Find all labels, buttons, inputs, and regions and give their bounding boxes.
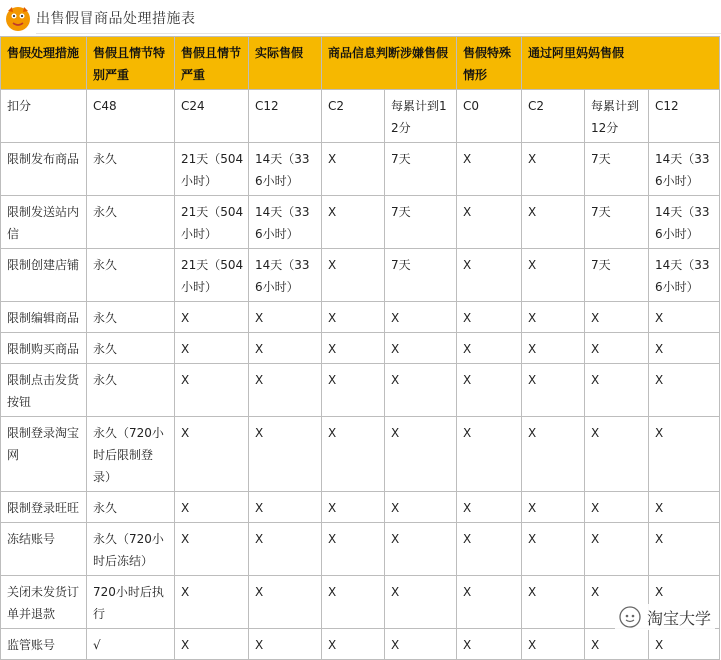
table-cell: 21天（504小时） xyxy=(175,143,249,196)
table-cell: X xyxy=(585,302,649,333)
row-label-cell: 扣分 xyxy=(1,90,87,143)
table-cell: X xyxy=(457,333,522,364)
table-cell: C12 xyxy=(249,90,322,143)
table-cell: 永久 xyxy=(87,249,175,302)
table-cell: X xyxy=(585,629,649,660)
table-cell: X xyxy=(522,302,585,333)
table-cell: X xyxy=(249,523,322,576)
table-cell: C0 xyxy=(457,90,522,143)
row-label-cell: 冻结账号 xyxy=(1,523,87,576)
table-cell: X xyxy=(457,417,522,492)
page-title: 出售假冒商品处理措施表 xyxy=(36,11,196,27)
table-row xyxy=(1,576,720,629)
table-cell: C2 xyxy=(322,90,385,143)
table-cell: X xyxy=(175,364,249,417)
header-cell: 售假特殊情形 xyxy=(457,37,522,90)
table-row xyxy=(1,492,720,523)
table-row xyxy=(1,90,720,143)
table-cell: 永久 xyxy=(87,364,175,417)
mascot-logo-icon xyxy=(4,5,32,33)
table-cell: X xyxy=(175,629,249,660)
table-cell: 14天（336小时） xyxy=(649,196,720,249)
table-cell: X xyxy=(457,629,522,660)
table-cell: 7天 xyxy=(585,249,649,302)
table-cell: X xyxy=(649,417,720,492)
penalty-table xyxy=(0,36,720,660)
table-cell: 永久 xyxy=(87,492,175,523)
table-cell: X xyxy=(457,364,522,417)
table-cell: X xyxy=(585,417,649,492)
table-cell: X xyxy=(522,196,585,249)
table-cell: X xyxy=(385,576,457,629)
table-row xyxy=(1,143,720,196)
table-cell: X xyxy=(585,576,649,629)
row-label-cell: 限制登录旺旺 xyxy=(1,492,87,523)
table-row xyxy=(1,523,720,576)
table-row xyxy=(1,196,720,249)
header-cell: 商品信息判断涉嫌售假 xyxy=(322,37,457,90)
table-cell: X xyxy=(322,523,385,576)
table-cell: X xyxy=(249,629,322,660)
table-row xyxy=(1,629,720,660)
table-cell: X xyxy=(175,333,249,364)
table-cell: X xyxy=(385,492,457,523)
table-cell: X xyxy=(385,629,457,660)
watermark xyxy=(615,604,715,630)
table-cell: X xyxy=(322,302,385,333)
table-row xyxy=(1,364,720,417)
table-cell: X xyxy=(457,302,522,333)
table-cell: X xyxy=(522,417,585,492)
table-cell: X xyxy=(322,364,385,417)
table-cell: X xyxy=(385,523,457,576)
table-cell: 7天 xyxy=(585,143,649,196)
table-cell: X xyxy=(322,417,385,492)
table-cell: 永久（720小时后冻结） xyxy=(87,523,175,576)
title-divider xyxy=(36,33,721,34)
table-cell: X xyxy=(249,302,322,333)
table-cell: 14天（336小时） xyxy=(649,249,720,302)
table-cell: X xyxy=(457,196,522,249)
table-cell: X xyxy=(249,492,322,523)
header-cell: 通过阿里妈妈售假 xyxy=(522,37,720,90)
table-cell: 每累计到12分 xyxy=(585,90,649,143)
header-cell: 售假处理措施 xyxy=(1,37,87,90)
row-label-cell: 关闭未发货订单并退款 xyxy=(1,576,87,629)
table-cell: X xyxy=(175,523,249,576)
table-cell: X xyxy=(457,143,522,196)
table-cell: 14天（336小时） xyxy=(249,196,322,249)
table-cell: X xyxy=(522,523,585,576)
table-cell: X xyxy=(175,417,249,492)
table-cell: X xyxy=(322,249,385,302)
table-cell: X xyxy=(322,333,385,364)
table-cell: 7天 xyxy=(585,196,649,249)
table-cell: X xyxy=(457,523,522,576)
table-cell: X xyxy=(175,302,249,333)
watermark-text: 淘宝大学 xyxy=(646,608,711,628)
table-cell: 每累计到12分 xyxy=(385,90,457,143)
row-label-cell: 限制登录淘宝网 xyxy=(1,417,87,492)
table-cell: X xyxy=(585,492,649,523)
table-cell: X xyxy=(322,196,385,249)
table-row xyxy=(1,302,720,333)
table-cell: X xyxy=(585,364,649,417)
table-cell: X xyxy=(522,143,585,196)
table-cell: 720小时后执行 xyxy=(87,576,175,629)
table-cell: 7天 xyxy=(385,196,457,249)
table-cell: X xyxy=(522,249,585,302)
table-cell: X xyxy=(649,302,720,333)
table-cell: 永久 xyxy=(87,302,175,333)
table-cell: 14天（336小时） xyxy=(249,249,322,302)
header-cell: 售假且情节特别严重 xyxy=(87,37,175,90)
wechat-icon xyxy=(619,606,641,628)
table-cell: C24 xyxy=(175,90,249,143)
table-cell: 14天（336小时） xyxy=(249,143,322,196)
table-cell: 7天 xyxy=(385,249,457,302)
table-cell: X xyxy=(522,364,585,417)
table-cell: 21天（504小时） xyxy=(175,249,249,302)
table-cell: X xyxy=(249,333,322,364)
row-label-cell: 监管账号 xyxy=(1,629,87,660)
table-cell: X xyxy=(649,629,720,660)
table-cell: X xyxy=(649,333,720,364)
table-cell: X xyxy=(249,417,322,492)
table-cell: X xyxy=(322,629,385,660)
table-cell: X xyxy=(175,576,249,629)
table-cell: X xyxy=(322,143,385,196)
table-body xyxy=(1,90,720,660)
table-cell: 永久（720小时后限制登录） xyxy=(87,417,175,492)
row-label-cell: 限制点击发货按钮 xyxy=(1,364,87,417)
header-cell: 实际售假 xyxy=(249,37,322,90)
table-cell: 永久 xyxy=(87,333,175,364)
table-row xyxy=(1,333,720,364)
table-row xyxy=(1,249,720,302)
table-cell: X xyxy=(175,492,249,523)
row-label-cell: 限制购买商品 xyxy=(1,333,87,364)
table-cell: X xyxy=(249,576,322,629)
row-label-cell: 限制发送站内信 xyxy=(1,196,87,249)
table-cell: X xyxy=(585,523,649,576)
table-cell: X xyxy=(385,333,457,364)
table-cell: C2 xyxy=(522,90,585,143)
table-cell: X xyxy=(457,492,522,523)
table-cell: X xyxy=(385,302,457,333)
row-label-cell: 限制编辑商品 xyxy=(1,302,87,333)
table-cell: X xyxy=(649,364,720,417)
table-row xyxy=(1,417,720,492)
table-cell: C48 xyxy=(87,90,175,143)
table-cell: 14天（336小时） xyxy=(649,143,720,196)
title-bar xyxy=(0,0,721,36)
table-cell: X xyxy=(522,576,585,629)
table-cell: X xyxy=(385,364,457,417)
table-cell: X xyxy=(457,576,522,629)
row-label-cell: 限制发布商品 xyxy=(1,143,87,196)
table-cell: √ xyxy=(87,629,175,660)
table-cell: X xyxy=(322,576,385,629)
table-cell: X xyxy=(249,364,322,417)
table-cell: 永久 xyxy=(87,143,175,196)
table-cell: 7天 xyxy=(385,143,457,196)
table-cell: 永久 xyxy=(87,196,175,249)
table-cell: X xyxy=(522,629,585,660)
table-cell: X xyxy=(522,492,585,523)
table-cell: X xyxy=(585,333,649,364)
table-cell: X xyxy=(649,576,720,629)
row-label-cell: 限制创建店铺 xyxy=(1,249,87,302)
table-cell: X xyxy=(522,333,585,364)
table-cell: 21天（504小时） xyxy=(175,196,249,249)
header-cell: 售假且情节严重 xyxy=(175,37,249,90)
table-cell: C12 xyxy=(649,90,720,143)
table-cell: X xyxy=(457,249,522,302)
table-cell: X xyxy=(385,417,457,492)
table-cell: X xyxy=(649,492,720,523)
table-cell: X xyxy=(322,492,385,523)
table-cell: X xyxy=(649,523,720,576)
header-row xyxy=(1,37,720,90)
